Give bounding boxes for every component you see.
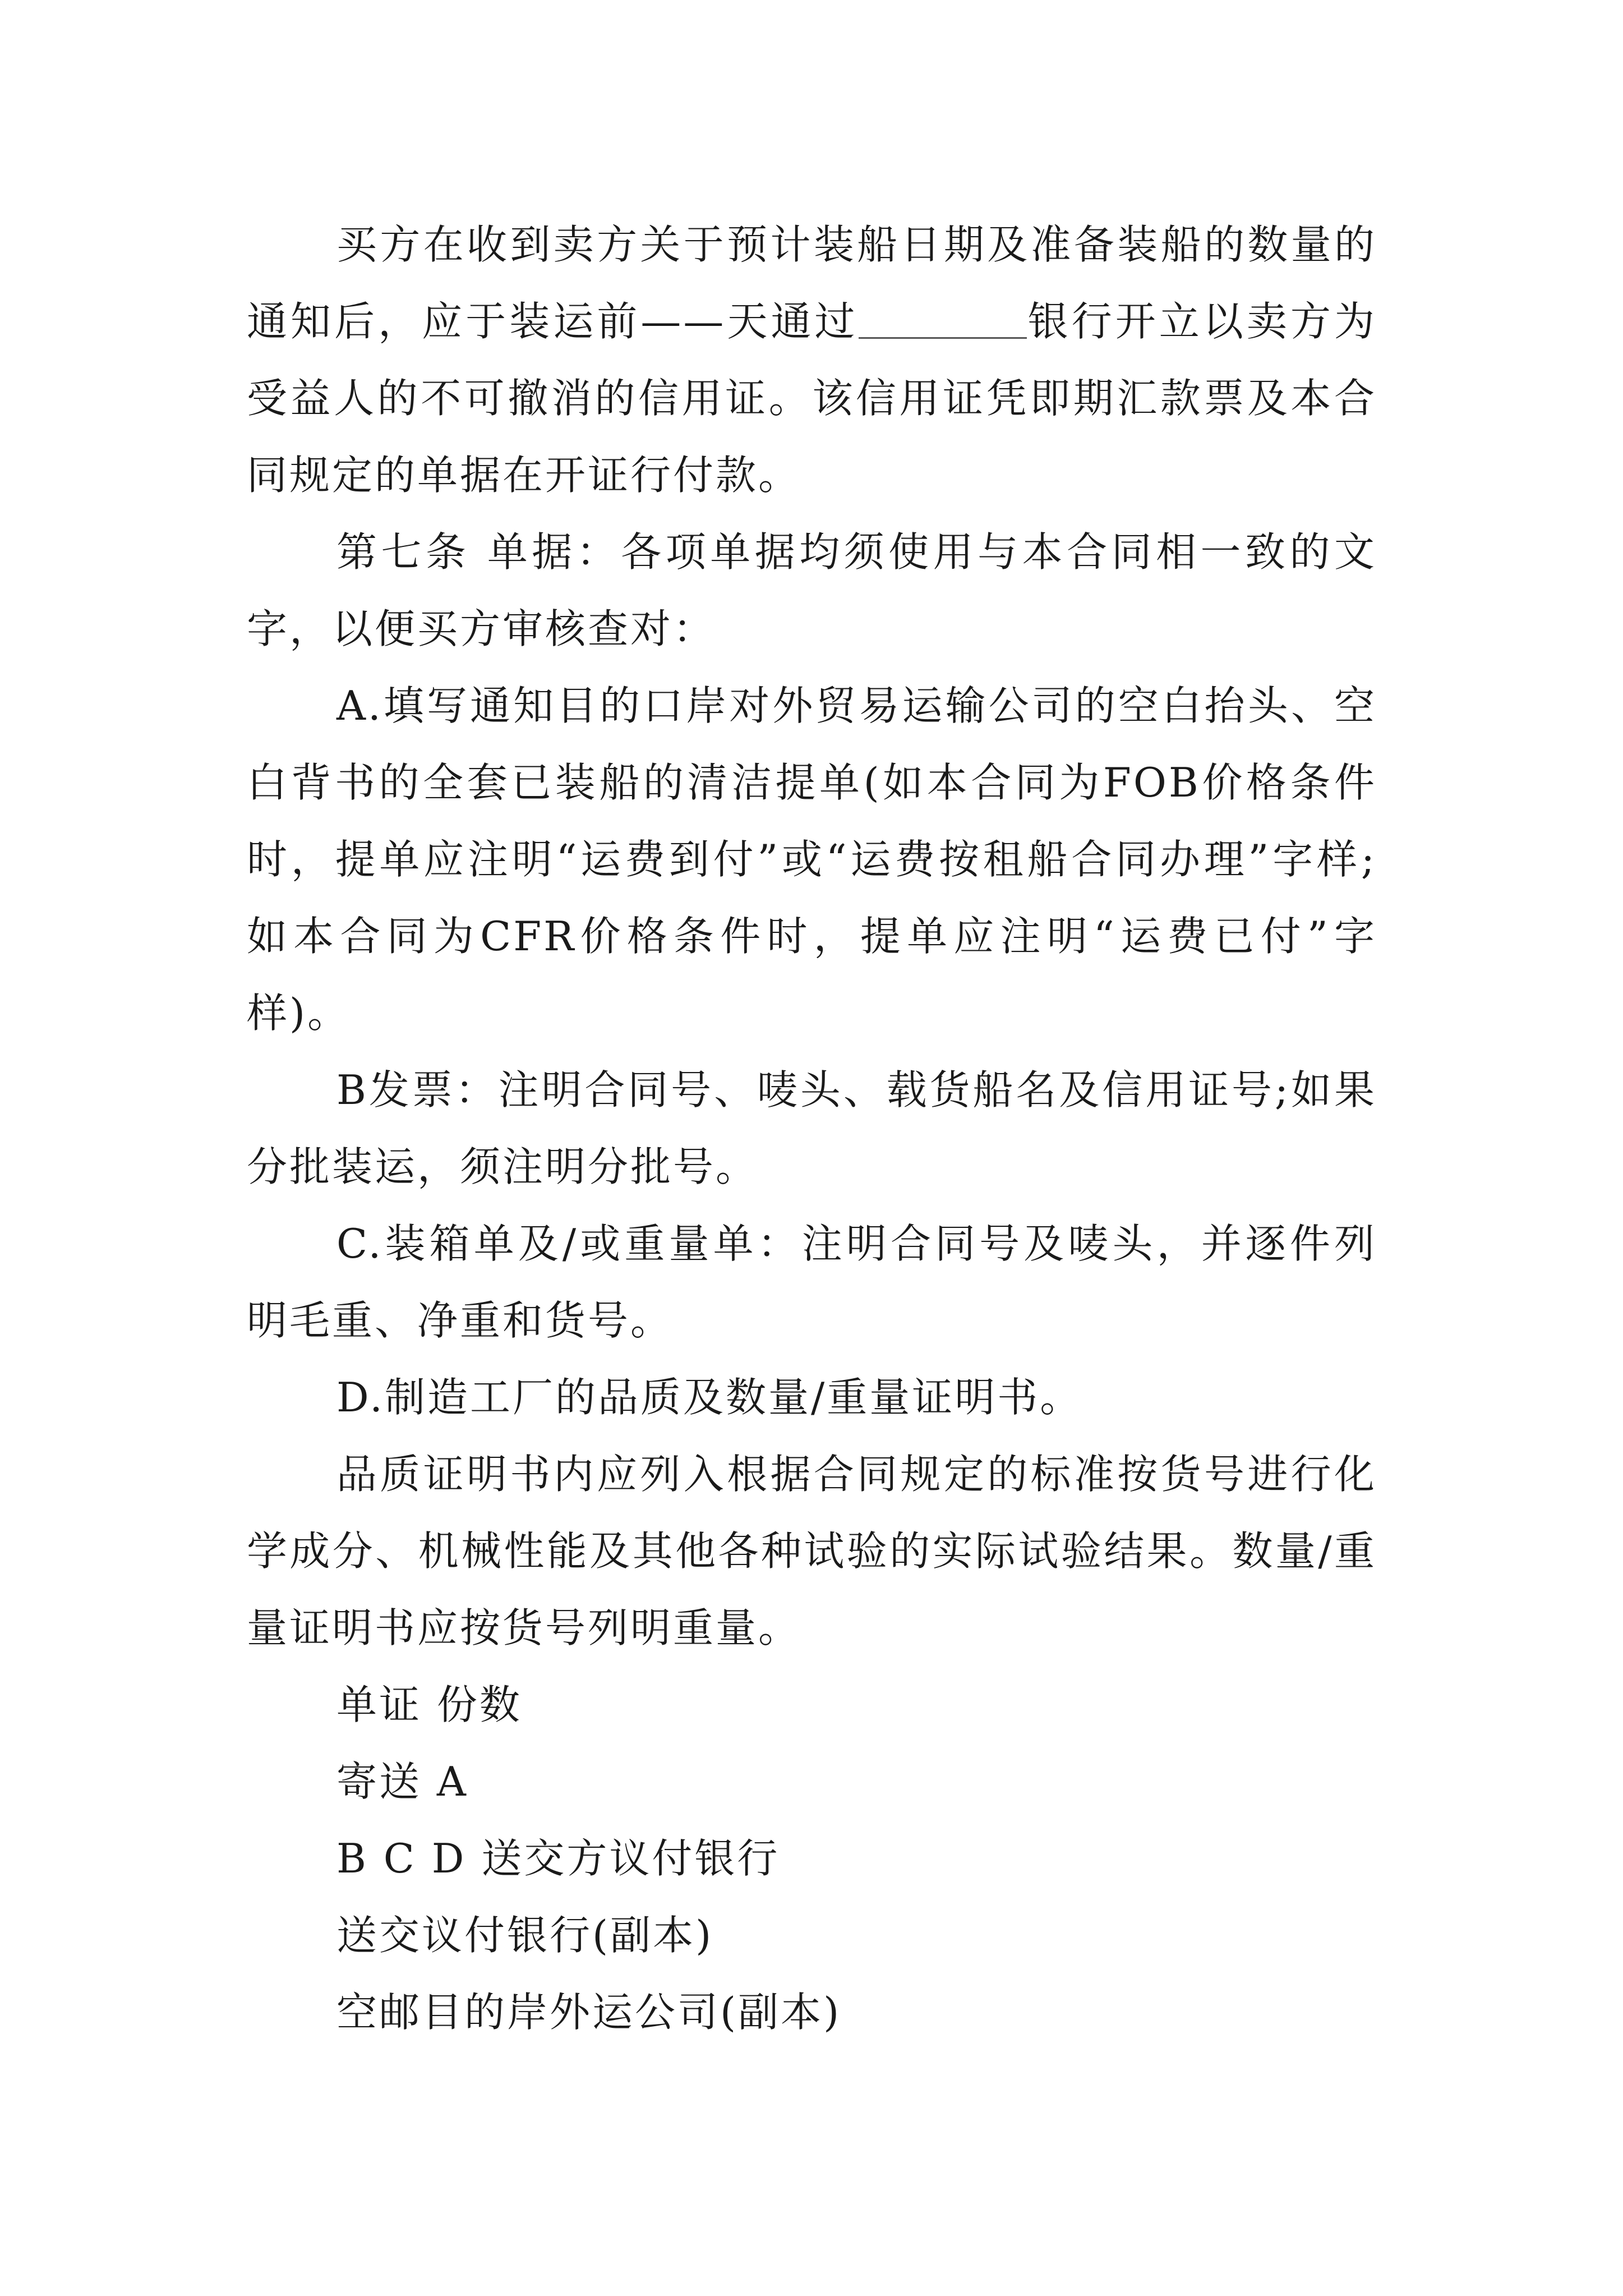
paragraph-article-7: 第七条 单据：各项单据均须使用与本合同相一致的文字，以便买方审核查对： bbox=[247, 528, 1377, 652]
document-body bbox=[247, 206, 1377, 2051]
paragraph-text: 银行开立以卖方为受益人的不可撤消的信用证。该信用证凭即期汇款票及本合同规定的单据在开证行付款。 bbox=[247, 298, 1377, 499]
paragraph-item-a: A.填写通知目的口岸对外贸易运输公司的空白抬头、空白背书的全套已装船的清洁提单(如本合同为FOB价格条件时，提单应注明“运费到付”或“运费按租船合同办理”字样;如本合同为CFR价格条件时，提单应注明“运费已付”字样)。 bbox=[247, 682, 1377, 1037]
paragraph-item-c: C.装箱单及/或重量单：注明合同号及唛头，并逐件列明毛重、净重和货号。 bbox=[247, 1220, 1377, 1344]
paragraph-item-b: B发票：注明合同号、唛头、载货船名及信用证号;如果分批装运，须注明分批号。 bbox=[247, 1066, 1377, 1190]
blank-fill-line bbox=[859, 297, 1027, 339]
paragraph-item-d: D.制造工厂的品质及数量/重量证明书。 bbox=[336, 1374, 1083, 1421]
paragraph-send-bcd: B C D 送交方议付银行 bbox=[336, 1835, 780, 1882]
paragraph-send-a: 寄送 A bbox=[336, 1758, 468, 1805]
paragraph-doc-header: 单证 份数 bbox=[336, 1681, 522, 1728]
paragraph-send-bank-copy: 送交议付银行(副本) bbox=[336, 1912, 714, 1959]
paragraph-airmail-copy: 空邮目的岸外运公司(副本) bbox=[336, 1989, 842, 2036]
paragraph-quality-cert: 品质证明书内应列入根据合同规定的标准按货号进行化学成分、机械性能及其他各种试验的实际试验结果。数量/重量证明书应按货号列明重量。 bbox=[247, 1451, 1377, 1651]
paragraph-lc-payment bbox=[247, 206, 1377, 514]
paragraph-text: 买方在收到卖方关于预计装船日期及准备装船的数量的通知后，应于装运前——天通过 bbox=[247, 221, 1377, 345]
